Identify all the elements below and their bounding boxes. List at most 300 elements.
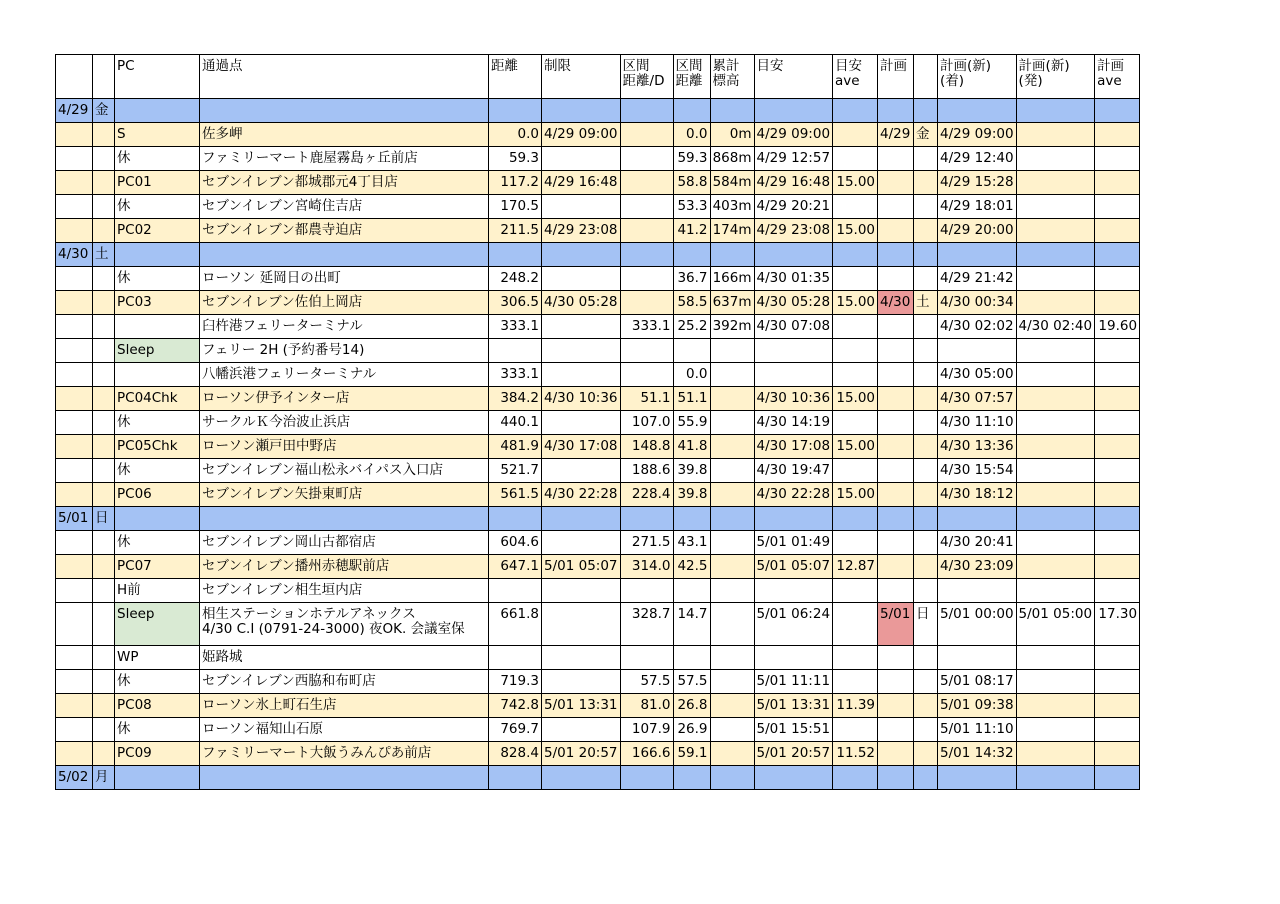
cell-pc[interactable]: PC05Chk [115, 435, 200, 459]
cell-section-distance-d[interactable] [620, 507, 673, 531]
cell-section-distance-d[interactable]: 148.8 [620, 435, 673, 459]
cell-plan-ave[interactable] [1095, 171, 1140, 195]
cell-cumulative-elevation[interactable]: 166m [710, 267, 754, 291]
cell-cumulative-elevation[interactable] [710, 766, 754, 790]
cell-plan-date[interactable] [878, 531, 914, 555]
cell-plan-date[interactable]: 5/01 [878, 603, 914, 646]
cell-section-distance[interactable]: 14.7 [673, 603, 710, 646]
cell-plan-new-departure[interactable] [1016, 766, 1095, 790]
cell-plan-date[interactable] [878, 459, 914, 483]
cell-cumulative-elevation[interactable] [710, 531, 754, 555]
header-pc[interactable]: PC [115, 55, 200, 99]
cell-estimate[interactable] [754, 766, 833, 790]
cell-limit[interactable]: 4/30 05:28 [542, 291, 621, 315]
cell-date[interactable]: 4/29 [56, 99, 93, 123]
cell-pc[interactable]: S [115, 123, 200, 147]
cell-pc[interactable] [115, 243, 200, 267]
cell-plan-new-departure[interactable] [1016, 171, 1095, 195]
cell-section-distance-d[interactable]: 328.7 [620, 603, 673, 646]
cell-section-distance[interactable] [673, 579, 710, 603]
cell-estimate[interactable] [754, 99, 833, 123]
cell-estimate-ave[interactable]: 15.00 [833, 435, 878, 459]
cell-estimate[interactable] [754, 646, 833, 670]
cell-distance[interactable]: 384.2 [489, 387, 542, 411]
cell-weekday[interactable] [93, 742, 115, 766]
cell-estimate-ave[interactable] [833, 267, 878, 291]
cell-plan-new-departure[interactable] [1016, 531, 1095, 555]
cell-weekday[interactable] [93, 579, 115, 603]
cell-section-distance[interactable]: 59.1 [673, 742, 710, 766]
cell-distance[interactable]: 333.1 [489, 315, 542, 339]
cell-estimate[interactable]: 4/30 22:28 [754, 483, 833, 507]
cell-section-distance-d[interactable]: 333.1 [620, 315, 673, 339]
cell-plan-new-arrival[interactable]: 4/30 13:36 [938, 435, 1017, 459]
cell-plan-date[interactable] [878, 766, 914, 790]
cell-estimate-ave[interactable] [833, 243, 878, 267]
cell-section-distance-d[interactable] [620, 195, 673, 219]
cell-plan-weekday[interactable] [914, 483, 938, 507]
cell-date[interactable] [56, 315, 93, 339]
cell-cumulative-elevation[interactable] [710, 555, 754, 579]
cell-limit[interactable]: 4/29 23:08 [542, 219, 621, 243]
cell-pc[interactable]: PC07 [115, 555, 200, 579]
cell-estimate[interactable]: 5/01 13:31 [754, 694, 833, 718]
cell-limit[interactable]: 4/29 09:00 [542, 123, 621, 147]
header-section-distance[interactable]: 区間 距離 [673, 55, 710, 99]
cell-limit[interactable] [542, 363, 621, 387]
cell-pc[interactable] [115, 99, 200, 123]
cell-plan-ave[interactable] [1095, 363, 1140, 387]
cell-section-distance-d[interactable]: 166.6 [620, 742, 673, 766]
cell-pc[interactable]: 休 [115, 411, 200, 435]
cell-section-distance[interactable]: 36.7 [673, 267, 710, 291]
cell-distance[interactable] [489, 579, 542, 603]
cell-limit[interactable]: 5/01 13:31 [542, 694, 621, 718]
cell-date[interactable] [56, 411, 93, 435]
cell-plan-new-departure[interactable] [1016, 387, 1095, 411]
cell-section-distance-d[interactable] [620, 766, 673, 790]
cell-weekday[interactable] [93, 339, 115, 363]
cell-estimate-ave[interactable] [833, 718, 878, 742]
cell-date[interactable] [56, 555, 93, 579]
cell-plan-new-arrival[interactable]: 4/30 00:34 [938, 291, 1017, 315]
cell-pc[interactable]: 休 [115, 531, 200, 555]
cell-section-distance[interactable] [673, 766, 710, 790]
cell-limit[interactable]: 5/01 05:07 [542, 555, 621, 579]
cell-limit[interactable]: 4/30 22:28 [542, 483, 621, 507]
cell-waypoint[interactable] [200, 243, 489, 267]
cell-section-distance[interactable] [673, 339, 710, 363]
cell-plan-date[interactable] [878, 483, 914, 507]
cell-weekday[interactable] [93, 555, 115, 579]
header-distance[interactable]: 距離 [489, 55, 542, 99]
cell-distance[interactable]: 521.7 [489, 459, 542, 483]
cell-distance[interactable] [489, 243, 542, 267]
cell-section-distance[interactable]: 55.9 [673, 411, 710, 435]
cell-pc[interactable]: PC02 [115, 219, 200, 243]
cell-plan-date[interactable] [878, 411, 914, 435]
cell-waypoint[interactable] [200, 507, 489, 531]
cell-plan-new-arrival[interactable]: 5/01 09:38 [938, 694, 1017, 718]
cell-limit[interactable]: 4/30 17:08 [542, 435, 621, 459]
cell-plan-ave[interactable] [1095, 694, 1140, 718]
cell-cumulative-elevation[interactable] [710, 387, 754, 411]
cell-distance[interactable] [489, 766, 542, 790]
cell-section-distance-d[interactable]: 107.9 [620, 718, 673, 742]
cell-date[interactable] [56, 171, 93, 195]
cell-section-distance[interactable]: 39.8 [673, 459, 710, 483]
cell-distance[interactable]: 306.5 [489, 291, 542, 315]
cell-date[interactable] [56, 718, 93, 742]
cell-section-distance-d[interactable]: 51.1 [620, 387, 673, 411]
cell-date[interactable] [56, 579, 93, 603]
cell-plan-weekday[interactable]: 日 [914, 603, 938, 646]
cell-plan-new-departure[interactable] [1016, 411, 1095, 435]
cell-plan-weekday[interactable] [914, 339, 938, 363]
cell-estimate-ave[interactable] [833, 315, 878, 339]
cell-date[interactable] [56, 339, 93, 363]
cell-date[interactable] [56, 742, 93, 766]
cell-estimate-ave[interactable] [833, 646, 878, 670]
cell-estimate[interactable] [754, 363, 833, 387]
cell-estimate[interactable]: 4/30 05:28 [754, 291, 833, 315]
cell-pc[interactable]: PC09 [115, 742, 200, 766]
cell-section-distance-d[interactable]: 271.5 [620, 531, 673, 555]
cell-estimate[interactable]: 4/29 23:08 [754, 219, 833, 243]
cell-plan-new-departure[interactable] [1016, 670, 1095, 694]
cell-date[interactable] [56, 291, 93, 315]
cell-plan-ave[interactable] [1095, 387, 1140, 411]
cell-limit[interactable] [542, 147, 621, 171]
cell-plan-weekday[interactable] [914, 766, 938, 790]
cell-plan-weekday[interactable]: 土 [914, 291, 938, 315]
cell-waypoint[interactable]: セブンイレブン相生垣内店 [200, 579, 489, 603]
cell-plan-new-departure[interactable] [1016, 483, 1095, 507]
cell-weekday[interactable] [93, 267, 115, 291]
cell-section-distance-d[interactable]: 57.5 [620, 670, 673, 694]
cell-limit[interactable] [542, 411, 621, 435]
cell-estimate[interactable]: 5/01 11:11 [754, 670, 833, 694]
cell-estimate[interactable]: 4/29 20:21 [754, 195, 833, 219]
cell-estimate[interactable]: 4/30 17:08 [754, 435, 833, 459]
cell-waypoint[interactable] [200, 99, 489, 123]
cell-estimate-ave[interactable] [833, 411, 878, 435]
cell-pc[interactable]: WP [115, 646, 200, 670]
cell-date[interactable] [56, 646, 93, 670]
cell-waypoint[interactable]: セブンイレブン都農寺迫店 [200, 219, 489, 243]
cell-limit[interactable] [542, 646, 621, 670]
cell-plan-new-departure[interactable] [1016, 339, 1095, 363]
cell-plan-new-arrival[interactable]: 4/29 20:00 [938, 219, 1017, 243]
cell-weekday[interactable] [93, 387, 115, 411]
cell-distance[interactable]: 647.1 [489, 555, 542, 579]
cell-plan-weekday[interactable] [914, 694, 938, 718]
cell-plan-ave[interactable] [1095, 195, 1140, 219]
cell-pc[interactable] [115, 315, 200, 339]
cell-estimate-ave[interactable]: 11.39 [833, 694, 878, 718]
cell-date[interactable] [56, 123, 93, 147]
cell-date[interactable] [56, 147, 93, 171]
cell-plan-new-departure[interactable] [1016, 123, 1095, 147]
cell-section-distance-d[interactable] [620, 339, 673, 363]
cell-limit[interactable] [542, 267, 621, 291]
cell-cumulative-elevation[interactable] [710, 670, 754, 694]
cell-weekday[interactable]: 土 [93, 243, 115, 267]
cell-section-distance[interactable] [673, 99, 710, 123]
cell-weekday[interactable] [93, 670, 115, 694]
cell-date[interactable]: 5/01 [56, 507, 93, 531]
cell-plan-new-departure[interactable] [1016, 742, 1095, 766]
cell-limit[interactable] [542, 603, 621, 646]
cell-plan-ave[interactable]: 17.30 [1095, 603, 1140, 646]
cell-plan-date[interactable] [878, 579, 914, 603]
cell-plan-ave[interactable] [1095, 411, 1140, 435]
cell-plan-ave[interactable] [1095, 435, 1140, 459]
cell-cumulative-elevation[interactable] [710, 507, 754, 531]
cell-estimate[interactable] [754, 579, 833, 603]
cell-section-distance[interactable]: 59.3 [673, 147, 710, 171]
cell-section-distance[interactable]: 41.8 [673, 435, 710, 459]
cell-plan-weekday[interactable] [914, 387, 938, 411]
cell-plan-new-departure[interactable] [1016, 435, 1095, 459]
cell-estimate[interactable]: 4/29 16:48 [754, 171, 833, 195]
cell-distance[interactable]: 828.4 [489, 742, 542, 766]
header-plan-date[interactable]: 計画 [878, 55, 914, 99]
cell-section-distance-d[interactable] [620, 363, 673, 387]
cell-waypoint[interactable]: ローソン氷上町石生店 [200, 694, 489, 718]
cell-plan-ave[interactable] [1095, 219, 1140, 243]
cell-waypoint[interactable]: 臼杵港フェリーターミナル [200, 315, 489, 339]
cell-plan-weekday[interactable] [914, 99, 938, 123]
cell-plan-date[interactable] [878, 267, 914, 291]
cell-section-distance[interactable]: 51.1 [673, 387, 710, 411]
cell-plan-weekday[interactable] [914, 411, 938, 435]
cell-estimate[interactable] [754, 339, 833, 363]
cell-plan-date[interactable] [878, 219, 914, 243]
cell-limit[interactable] [542, 195, 621, 219]
cell-distance[interactable]: 742.8 [489, 694, 542, 718]
cell-pc[interactable] [115, 363, 200, 387]
cell-weekday[interactable] [93, 291, 115, 315]
cell-weekday[interactable] [93, 483, 115, 507]
cell-plan-new-arrival[interactable] [938, 243, 1017, 267]
cell-waypoint[interactable]: セブンイレブン佐伯上岡店 [200, 291, 489, 315]
cell-cumulative-elevation[interactable] [710, 99, 754, 123]
cell-estimate[interactable]: 4/29 09:00 [754, 123, 833, 147]
cell-limit[interactable] [542, 507, 621, 531]
cell-cumulative-elevation[interactable] [710, 411, 754, 435]
cell-estimate-ave[interactable] [833, 603, 878, 646]
cell-estimate-ave[interactable] [833, 363, 878, 387]
cell-section-distance[interactable] [673, 243, 710, 267]
cell-date[interactable] [56, 694, 93, 718]
cell-cumulative-elevation[interactable] [710, 339, 754, 363]
cell-date[interactable] [56, 387, 93, 411]
cell-estimate[interactable]: 4/30 14:19 [754, 411, 833, 435]
cell-pc[interactable]: H前 [115, 579, 200, 603]
cell-section-distance-d[interactable] [620, 646, 673, 670]
cell-estimate[interactable]: 4/30 07:08 [754, 315, 833, 339]
cell-estimate[interactable]: 5/01 15:51 [754, 718, 833, 742]
cell-plan-date[interactable] [878, 507, 914, 531]
cell-distance[interactable] [489, 646, 542, 670]
cell-plan-weekday[interactable] [914, 579, 938, 603]
cell-estimate-ave[interactable] [833, 195, 878, 219]
cell-plan-weekday[interactable] [914, 459, 938, 483]
cell-plan-ave[interactable] [1095, 670, 1140, 694]
cell-limit[interactable]: 5/01 20:57 [542, 742, 621, 766]
cell-section-distance[interactable]: 57.5 [673, 670, 710, 694]
cell-plan-weekday[interactable] [914, 670, 938, 694]
cell-plan-date[interactable] [878, 171, 914, 195]
header-section-distance-d[interactable]: 区間 距離/D [620, 55, 673, 99]
cell-plan-new-arrival[interactable]: 4/30 02:02 [938, 315, 1017, 339]
cell-pc[interactable]: PC01 [115, 171, 200, 195]
cell-plan-date[interactable] [878, 646, 914, 670]
cell-date[interactable] [56, 670, 93, 694]
cell-plan-date[interactable]: 4/30 [878, 291, 914, 315]
cell-plan-new-departure[interactable] [1016, 291, 1095, 315]
cell-waypoint[interactable]: フェリー 2H (予約番号14) [200, 339, 489, 363]
cell-date[interactable] [56, 363, 93, 387]
cell-pc[interactable]: 休 [115, 267, 200, 291]
cell-plan-ave[interactable]: 19.60 [1095, 315, 1140, 339]
cell-distance[interactable]: 769.7 [489, 718, 542, 742]
cell-section-distance-d[interactable] [620, 219, 673, 243]
cell-plan-weekday[interactable] [914, 243, 938, 267]
cell-plan-new-departure[interactable] [1016, 555, 1095, 579]
cell-section-distance-d[interactable] [620, 171, 673, 195]
cell-plan-ave[interactable] [1095, 579, 1140, 603]
cell-date[interactable] [56, 459, 93, 483]
cell-plan-new-arrival[interactable]: 5/01 00:00 [938, 603, 1017, 646]
cell-date[interactable] [56, 483, 93, 507]
cell-weekday[interactable] [93, 435, 115, 459]
cell-plan-date[interactable] [878, 99, 914, 123]
cell-plan-new-departure[interactable] [1016, 507, 1095, 531]
cell-distance[interactable] [489, 99, 542, 123]
cell-cumulative-elevation[interactable] [710, 363, 754, 387]
cell-weekday[interactable] [93, 718, 115, 742]
header-plan-weekday[interactable] [914, 55, 938, 99]
cell-section-distance-d[interactable] [620, 243, 673, 267]
cell-plan-new-departure[interactable]: 4/30 02:40 [1016, 315, 1095, 339]
cell-date[interactable]: 5/02 [56, 766, 93, 790]
cell-date[interactable] [56, 531, 93, 555]
cell-cumulative-elevation[interactable] [710, 483, 754, 507]
header-estimate[interactable]: 目安 [754, 55, 833, 99]
cell-limit[interactable] [542, 670, 621, 694]
cell-limit[interactable] [542, 579, 621, 603]
cell-plan-new-departure[interactable] [1016, 195, 1095, 219]
cell-cumulative-elevation[interactable]: 584m [710, 171, 754, 195]
cell-plan-new-departure[interactable] [1016, 459, 1095, 483]
cell-plan-new-arrival[interactable]: 4/30 11:10 [938, 411, 1017, 435]
cell-section-distance[interactable]: 58.5 [673, 291, 710, 315]
cell-plan-ave[interactable] [1095, 339, 1140, 363]
cell-plan-date[interactable] [878, 315, 914, 339]
cell-distance[interactable]: 0.0 [489, 123, 542, 147]
header-plan-new-arrival[interactable]: 計画(新) (着) [938, 55, 1017, 99]
cell-section-distance-d[interactable] [620, 579, 673, 603]
cell-estimate-ave[interactable] [833, 459, 878, 483]
cell-distance[interactable]: 117.2 [489, 171, 542, 195]
cell-weekday[interactable] [93, 147, 115, 171]
cell-plan-new-departure[interactable] [1016, 694, 1095, 718]
cell-cumulative-elevation[interactable] [710, 435, 754, 459]
cell-limit[interactable] [542, 315, 621, 339]
cell-plan-weekday[interactable] [914, 718, 938, 742]
cell-cumulative-elevation[interactable]: 868m [710, 147, 754, 171]
cell-plan-ave[interactable] [1095, 99, 1140, 123]
cell-section-distance[interactable]: 41.2 [673, 219, 710, 243]
cell-section-distance-d[interactable] [620, 99, 673, 123]
cell-section-distance-d[interactable]: 314.0 [620, 555, 673, 579]
cell-plan-weekday[interactable] [914, 363, 938, 387]
cell-date[interactable] [56, 603, 93, 646]
cell-distance[interactable]: 333.1 [489, 363, 542, 387]
cell-plan-weekday[interactable] [914, 435, 938, 459]
cell-plan-ave[interactable] [1095, 718, 1140, 742]
cell-plan-ave[interactable] [1095, 483, 1140, 507]
cell-distance[interactable] [489, 339, 542, 363]
cell-cumulative-elevation[interactable] [710, 694, 754, 718]
cell-estimate[interactable]: 5/01 06:24 [754, 603, 833, 646]
cell-cumulative-elevation[interactable] [710, 243, 754, 267]
cell-cumulative-elevation[interactable]: 392m [710, 315, 754, 339]
cell-section-distance[interactable]: 25.2 [673, 315, 710, 339]
cell-weekday[interactable]: 日 [93, 507, 115, 531]
cell-distance[interactable]: 561.5 [489, 483, 542, 507]
cell-waypoint[interactable]: 相生ステーションホテルアネックス 4/30 C.I (0791-24-3000) 夜OK. 会議室保 [200, 603, 489, 646]
cell-plan-weekday[interactable] [914, 195, 938, 219]
cell-section-distance[interactable]: 58.8 [673, 171, 710, 195]
cell-plan-new-arrival[interactable]: 4/29 15:28 [938, 171, 1017, 195]
cell-estimate[interactable]: 5/01 05:07 [754, 555, 833, 579]
cell-section-distance[interactable]: 0.0 [673, 363, 710, 387]
cell-section-distance-d[interactable]: 81.0 [620, 694, 673, 718]
cell-plan-ave[interactable] [1095, 507, 1140, 531]
cell-section-distance[interactable]: 26.8 [673, 694, 710, 718]
cell-plan-date[interactable] [878, 195, 914, 219]
cell-plan-ave[interactable] [1095, 459, 1140, 483]
cell-plan-new-arrival[interactable] [938, 507, 1017, 531]
cell-plan-date[interactable] [878, 670, 914, 694]
cell-pc[interactable]: 休 [115, 670, 200, 694]
cell-section-distance[interactable]: 42.5 [673, 555, 710, 579]
cell-plan-ave[interactable] [1095, 766, 1140, 790]
cell-plan-weekday[interactable] [914, 555, 938, 579]
cell-waypoint[interactable] [200, 766, 489, 790]
cell-plan-new-departure[interactable]: 5/01 05:00 [1016, 603, 1095, 646]
cell-plan-new-arrival[interactable] [938, 339, 1017, 363]
cell-plan-date[interactable] [878, 339, 914, 363]
cell-distance[interactable]: 440.1 [489, 411, 542, 435]
cell-distance[interactable] [489, 507, 542, 531]
cell-plan-weekday[interactable] [914, 147, 938, 171]
cell-estimate-ave[interactable]: 11.52 [833, 742, 878, 766]
cell-distance[interactable]: 661.8 [489, 603, 542, 646]
cell-cumulative-elevation[interactable] [710, 646, 754, 670]
cell-waypoint[interactable]: ファミリーマート大飯うみんぴあ前店 [200, 742, 489, 766]
cell-estimate-ave[interactable] [833, 99, 878, 123]
cell-estimate-ave[interactable]: 12.87 [833, 555, 878, 579]
cell-distance[interactable]: 170.5 [489, 195, 542, 219]
cell-section-distance[interactable]: 39.8 [673, 483, 710, 507]
cell-waypoint[interactable]: セブンイレブン矢掛東町店 [200, 483, 489, 507]
cell-waypoint[interactable]: セブンイレブン福山松永バイパス入口店 [200, 459, 489, 483]
cell-weekday[interactable] [93, 219, 115, 243]
